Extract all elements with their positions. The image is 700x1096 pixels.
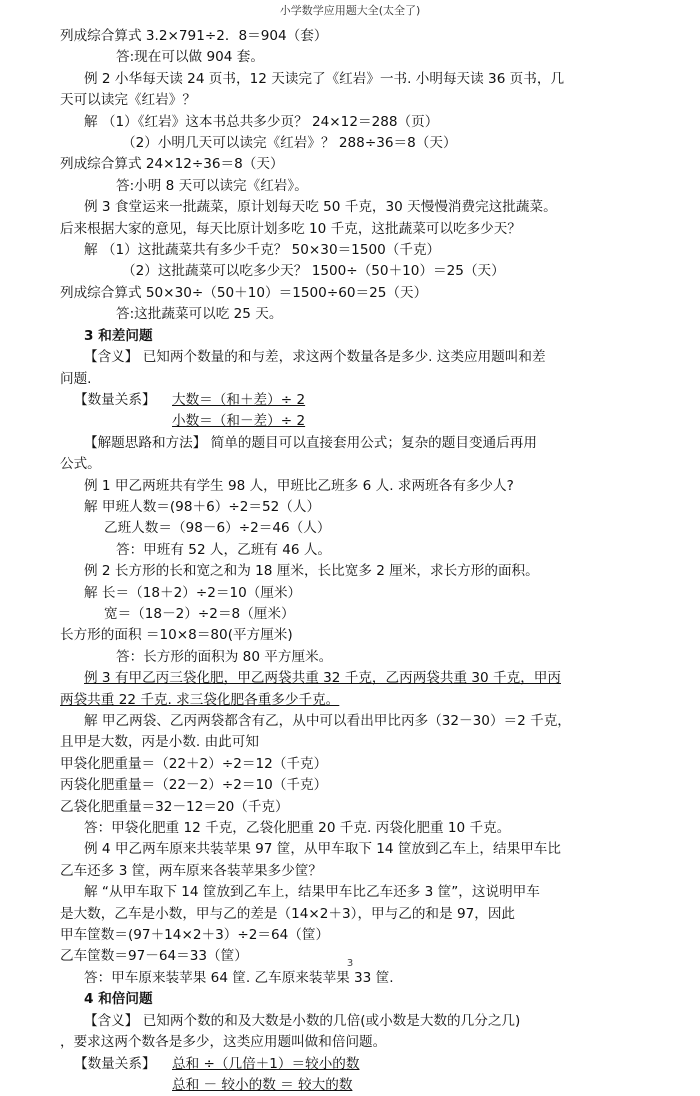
text-line: 例 4 甲乙两车原来共装苹果 97 筐，从甲车取下 14 筐放到乙车上，结果甲车比 [84,841,561,858]
text-line: 问题. [60,370,92,387]
text-line: 甲袋化肥重量＝（22＋2）÷2＝12（千克） [60,755,328,772]
text-line: 【含义】 已知两个数量的和与差，求这两个数量各是多少. 这类应用题叫和差 [84,349,546,366]
text-line: 例 3 有甲乙丙三袋化肥，甲乙两袋共重 32 千克，乙丙两袋共重 30 千克，甲丙 [84,670,561,687]
text-line: 两袋共重 22 千克. 求三袋化肥各重多少千克。 [60,691,340,708]
text-line: 答:小明 8 天可以读完《红岩》。 [116,177,308,194]
text-line: 答：甲班有 52 人，乙班有 46 人。 [116,541,332,558]
page-header: 小学数学应用题大全(太全了) [279,4,421,17]
text-line: 是大数，乙车是小数，甲与乙的差是（14×2＋3），甲与乙的和是 97，因此 [60,905,516,922]
formula-block [60,1054,660,1075]
formula-tag: 【数量关系】 [74,1055,156,1072]
text-line: 甲车筐数＝(97＋14×2＋3）÷2＝64（筐） [60,927,330,944]
text-line: 公式。 [60,456,101,473]
text-line: 乙袋化肥重量＝32－12＝20（千克） [60,798,289,815]
text-line: 解 “从甲车取下 14 筐放到乙车上，结果甲车比乙车还多 3 筐”，这说明甲车 [84,884,540,901]
text-line: 且甲是大数，丙是小数. 由此可知 [60,734,259,751]
text-line: 列成综合算式 50×30÷（50＋10）＝1500÷60＝25（天） [60,284,428,301]
formula-block [60,390,660,411]
text-line: 解 长＝（18＋2）÷2＝10（厘米） [84,584,302,601]
text-line: 乙班人数＝（98－6）÷2＝46（人） [104,520,331,537]
text-line: 乙车还多 3 筐，两车原来各装苹果多少筐？ [60,862,322,879]
text-line: 解 甲班人数＝(98＋6）÷2＝52（人） [84,498,321,515]
text-line: 例 3 食堂运来一批蔬菜，原计划每天吃 50 千克，30 天慢慢消费完这批蔬菜。 [84,199,557,216]
text-line: 长方形的面积 ＝10×8＝80(平方厘米) [60,627,293,644]
formula-tag: 【数量关系】 [74,391,156,408]
text-line: 例 2 长方形的长和宽之和为 18 厘米，长比宽多 2 厘米，求长方形的面积。 [84,563,539,580]
text-line: 后来根据大家的意见，每天比原计划多吃 10 千克，这批蔬菜可以吃多少天？ [60,220,521,237]
document-body [60,26,660,1096]
text-line: 答：长方形的面积为 80 平方厘米。 [116,648,333,665]
text-line: 列成综合算式 24×12÷36＝8（天） [60,156,284,173]
text-line: 丙袋化肥重量＝（22－2）÷2＝10（千克） [60,777,328,794]
text-line: 【含义】 已知两个数的和及大数是小数的几倍(或小数是大数的几分之几) [84,1012,521,1029]
text-line: 解 （1）这批蔬菜共有多少千克？ 50×30＝1500（千克） [84,242,441,259]
page-number: 3 [346,958,354,969]
text-line: 例 1 甲乙两班共有学生 98 人，甲班比乙班多 6 人. 求两班各有多少人? [84,477,514,494]
text-line: 乙车筐数＝97－64＝33（筐） [60,948,248,965]
text-line: 答：甲车原来装苹果 64 筐. 乙车原来装苹果 33 筐. [84,969,394,986]
section-heading: 4 和倍问题 [84,991,153,1008]
formula: 小数＝（和－差）÷ 2 [172,413,306,430]
text-line: （2）小明几天可以读完《红岩》？ 288÷36＝8（天） [122,135,457,152]
text-line: 答：甲袋化肥重 12 千克，乙袋化肥重 20 千克. 丙袋化肥重 10 千克。 [84,820,511,837]
text-line: 解 （1）《红岩》这本书总共多少页？ 24×12＝288（页） [84,113,439,130]
formula: 总和 ÷（几倍＋1）＝较小的数 [172,1055,360,1072]
section-heading: 3 和差问题 [84,327,153,344]
formula: 大数＝（和＋差）÷ 2 [172,391,306,408]
text-line: （2）这批蔬菜可以吃多少天？ 1500÷（50＋10）＝25（天） [122,263,505,280]
text-line: 宽＝（18－2）÷2＝8（厘米） [104,605,295,622]
formula: 总和 － 较小的数 ＝ 较大的数 [172,1076,353,1093]
text-line: 答:这批蔬菜可以吃 25 天。 [116,306,283,323]
text-line: 答:现在可以做 904 套。 [116,49,264,66]
text-line: 例 2 小华每天读 24 页书，12 天读完了《红岩》一书. 小明每天读 36 页书，几 [84,70,565,87]
text-line: ，要求这两个数各是多少，这类应用题叫做和倍问题。 [60,1034,387,1051]
text-line: 列成综合算式 3.2×791÷2．8＝904（套） [60,28,328,44]
text-line: 【解题思路和方法】 简单的题目可以直接套用公式；复杂的题目变通后再用 [84,434,537,451]
text-line: 天可以读完《红岩》？ [60,92,196,109]
text-line: 解 甲乙两袋、乙丙两袋都含有乙，从中可以看出甲比丙多（32－30）＝2 千克， [84,713,571,729]
